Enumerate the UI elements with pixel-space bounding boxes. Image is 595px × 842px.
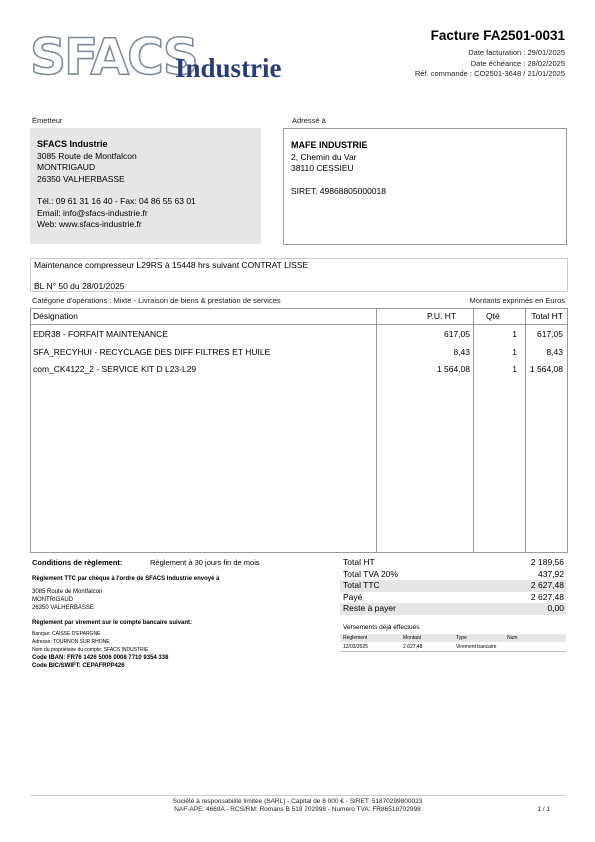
footer-divider <box>30 795 566 796</box>
object-description: Maintenance compresseur L29RS à 15448 hrs suivant CONTRAT LISSE <box>34 260 309 270</box>
row-total: 1 564,08 <box>529 364 563 374</box>
cheque-address <box>32 588 102 612</box>
currency-note: Montants exprimés en Euros <box>469 296 565 305</box>
payments-title: Versements déjà effectués <box>343 624 420 631</box>
total-label: Total TTC <box>343 580 380 590</box>
bank-name: Banque: CAISSE D'EPARGNE <box>32 631 101 637</box>
cheque-title: Règlement TTC par chèque à l'ordre de SFACS Industrie envoyé à <box>32 576 220 582</box>
payments-header-num: Num <box>507 635 518 641</box>
emitter-address: 3085 Route de Montfalcon <box>37 150 137 161</box>
total-value: 2 627,48 <box>530 591 564 602</box>
total-label: Reste à payer <box>343 603 396 613</box>
recipient-name: MAFE INDUSTRIE <box>291 140 368 150</box>
total-row <box>340 580 566 592</box>
invoice-date: Date facturation : 29/01/2025 <box>468 48 565 57</box>
order-reference: Réf. commande : CO2501-3648 / 21/01/2025 <box>414 69 565 78</box>
page-number: 1 / 1 <box>537 806 550 813</box>
items-table-header <box>31 309 567 325</box>
payment-amount: 2 627,48 <box>403 644 423 650</box>
emitter-email: Email: info@sfacs-industrie.fr <box>37 207 148 218</box>
row-unit-price: 1 564,08 <box>436 364 470 374</box>
total-row <box>340 603 566 615</box>
recipient-address: 2, Chemin du Var <box>291 151 357 162</box>
bank-address: Adresse: TOURNON SUR RHONE <box>32 639 110 645</box>
transfer-title: Règlement par virement sur le compte bancaire suivant: <box>32 620 193 626</box>
cheque-address-line: 26350 VALHERBASSE <box>32 605 94 611</box>
row-quantity: 1 <box>512 329 517 339</box>
payment-terms-label: Conditions de règlement: <box>32 558 123 567</box>
header-designation: Désignation <box>33 311 78 321</box>
emitter-city1: MONTRIGAUD <box>37 162 96 172</box>
row-quantity: 1 <box>512 364 517 374</box>
recipient-box <box>283 128 567 245</box>
row-designation: SFA_RECYHUI - RECYCLAGE DES DIFF FILTRES ET HUILE <box>33 347 271 357</box>
cheque-address-line: 3085 Route de Montfalcon <box>32 589 103 595</box>
footer-legal-2: NAF-APE: 4669A - RCS/RM: Romans B 518 702998 - Numéro TVA: FR86518702998 <box>174 806 421 813</box>
total-value: 2 189,56 <box>530 557 564 567</box>
row-designation: EDR38 - FORFAIT MAINTENANCE <box>33 329 168 339</box>
bic-code: Code BIC/SWIFT: CEPAFRPP426 <box>32 663 125 669</box>
cheque-address-line: MONTRIGAUD <box>32 597 73 603</box>
company-logo-industrie: Industrie <box>175 53 282 83</box>
total-label: Total HT <box>343 557 375 567</box>
items-table <box>30 308 568 553</box>
invoice-due-date: Date échéance : 28/02/2025 <box>470 58 565 68</box>
invoice-object-box <box>30 258 568 292</box>
emitter-name: SFACS Industrie <box>37 139 108 149</box>
row-unit-price: 8,43 <box>453 347 470 357</box>
row-quantity: 1 <box>512 347 517 357</box>
recipient-siret: SIRET: 49868805000018 <box>291 185 386 196</box>
invoice-meta <box>415 48 565 80</box>
payments-header-amount: Montant <box>403 635 422 641</box>
total-value: 437,92 <box>538 568 564 579</box>
row-unit-price: 617,05 <box>444 329 470 339</box>
payment-date: 12/03/2025 <box>343 644 369 650</box>
row-designation: com_CK4122_2 - SERVICE KIT D L23-L29 <box>33 364 197 374</box>
payment-row <box>340 643 566 652</box>
emitter-web: Web: www.sfacs-industrie.fr <box>37 219 142 229</box>
header-total: Total HT <box>531 311 563 321</box>
payment-terms-value: Règlement à 30 jours fin de mois <box>150 558 260 567</box>
bank-details <box>32 630 148 654</box>
payments-header-type: Type <box>456 635 467 641</box>
total-value: 2 627,48 <box>530 580 564 590</box>
recipient-city: 38110 CESSIEU <box>291 163 354 173</box>
row-total: 8,43 <box>546 347 563 357</box>
total-row <box>340 569 566 581</box>
total-label: Payé <box>343 591 363 602</box>
delivery-note: BL N° 50 du 28/01/2025 <box>34 281 125 291</box>
account-holder: Nom du propriétaire du compte: SFACS INDUSTRIE <box>32 647 149 653</box>
header-unit-price: P.U. HT <box>427 311 457 321</box>
emitter-box <box>30 128 261 244</box>
row-total: 617,05 <box>537 329 563 339</box>
total-row <box>340 592 566 604</box>
recipient-label: Adressé à <box>292 116 326 125</box>
invoice-title: Facture FA2501-0031 <box>430 28 565 43</box>
emitter-phone: Tél.: 09 61 31 16 40 - Fax: 04 86 55 63 01 <box>37 196 196 206</box>
emitter-city2: 26350 VALHERBASSE <box>37 173 125 184</box>
footer-legal-1: Société à responsabilité limitée (SARL) - Capital de 8 000 € - SIRET: 51870299800023 <box>172 798 423 805</box>
total-label: Total TVA 20% <box>343 568 398 579</box>
emitter-label: Émetteur <box>32 116 63 125</box>
payments-header-date: Règlement <box>343 635 368 641</box>
payments-header <box>340 634 566 642</box>
payment-type: Virement bancaire <box>456 644 497 650</box>
header-quantity: Qté <box>486 311 500 321</box>
total-value: 0,00 <box>547 603 564 613</box>
iban-code: Code IBAN: FR76 1426 5006 0008 7710 9354 338 <box>32 655 169 661</box>
operation-category: Catégorie d'opérations : Mixte - Livraison de biens & prestation de services <box>32 296 281 305</box>
total-row <box>340 557 566 569</box>
company-logo-sfacs: SFACS <box>30 28 197 86</box>
